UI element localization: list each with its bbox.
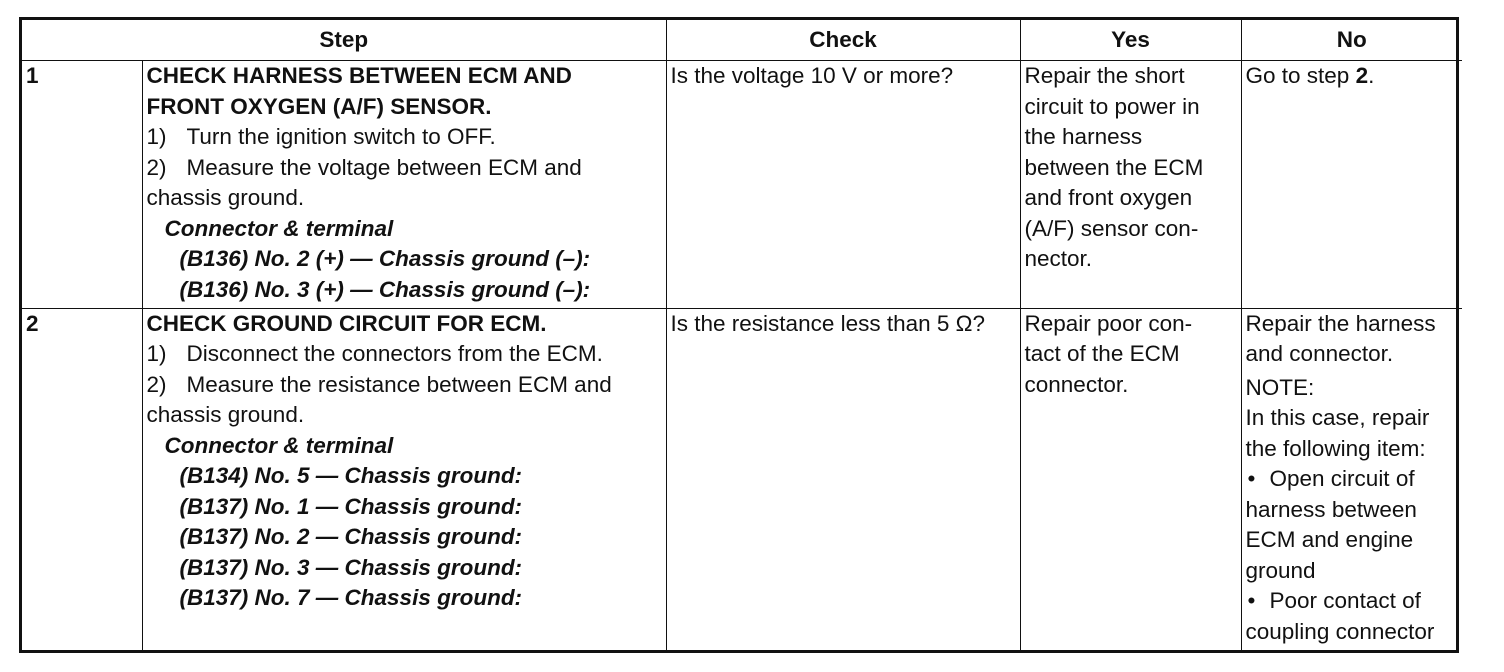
yes-line: between the ECM — [1024, 154, 1204, 180]
sub-step-number: 1) — [146, 124, 167, 150]
yes-line: Repair poor con- — [1024, 310, 1193, 336]
bullet-item — [1246, 586, 1459, 617]
no-step-ref: 2 — [1355, 63, 1369, 89]
sub-step-text: chassis ground. — [146, 185, 305, 211]
connector-item: (B137) No. 2 — Chassis ground: — [179, 524, 523, 549]
table-header-row — [22, 20, 1462, 61]
bullet-icon: • — [1247, 588, 1256, 613]
connector-heading: Connector & terminal — [164, 215, 394, 241]
sub-step — [147, 370, 662, 401]
check-cell: Is the voltage 10 V or more? — [666, 61, 1020, 308]
connector-item: (B137) No. 3 — Chassis ground: — [179, 554, 523, 580]
yes-line: circuit to power in — [1024, 93, 1200, 119]
yes-line: (A/F) sensor con- — [1024, 215, 1199, 241]
yes-line: connector. — [1024, 371, 1129, 397]
step-title-line: CHECK HARNESS BETWEEN ECM AND — [146, 63, 572, 89]
bullet-text: Open circuit of — [1269, 466, 1415, 491]
sub-step — [147, 339, 662, 370]
no-text: Go to step — [1245, 63, 1356, 89]
yes-line: and front oxygen — [1024, 185, 1193, 211]
header-no: No — [1241, 20, 1462, 61]
check-cell: Is the resistance less than 5 Ω? — [666, 308, 1020, 650]
bullet-text: harness between — [1245, 496, 1417, 522]
header-step: Step — [22, 20, 666, 61]
note-line: In this case, repair — [1245, 405, 1430, 430]
yes-line: Repair the short — [1024, 63, 1185, 89]
no-line: Repair the harness — [1245, 310, 1436, 336]
connector-item: (B134) No. 5 — Chassis ground: — [179, 463, 523, 488]
sub-step — [147, 153, 662, 184]
step-description — [142, 61, 666, 308]
step-title-line: FRONT OXYGEN (A/F) SENSOR. — [146, 93, 492, 119]
sub-step-text: chassis ground. — [146, 402, 305, 427]
sub-step-text: Disconnect the connectors from the ECM. — [186, 341, 603, 366]
diagnostic-table — [22, 20, 1462, 650]
bullet-icon: • — [1247, 466, 1256, 491]
note-line: the following item: — [1245, 435, 1426, 461]
sub-step-number: 1) — [146, 341, 167, 366]
no-line: and connector. — [1245, 341, 1394, 366]
bullet-text: Poor contact of — [1269, 588, 1421, 613]
connector-heading: Connector & terminal — [164, 432, 394, 458]
no-text-suffix: . — [1368, 63, 1375, 89]
bullet-text: coupling connector — [1245, 618, 1435, 644]
step-description — [142, 308, 666, 650]
step-number: 2 — [22, 308, 142, 650]
note-label: NOTE: — [1245, 374, 1315, 400]
table-row — [22, 61, 1462, 308]
no-cell — [1241, 61, 1462, 308]
diagnostic-table-frame — [19, 17, 1459, 653]
bullet-item — [1246, 464, 1459, 495]
bullet-text: ECM and engine — [1245, 527, 1414, 552]
connector-item: (B136) No. 3 (+) — Chassis ground (–): — [179, 276, 591, 302]
table-row — [22, 308, 1462, 650]
sub-step-number: 2) — [146, 371, 167, 397]
sub-step-text: Turn the ignition switch to OFF. — [186, 124, 496, 150]
connector-item: (B137) No. 1 — Chassis ground: — [179, 493, 523, 519]
sub-step — [147, 122, 662, 153]
connector-item: (B137) No. 7 — Chassis ground: — [179, 585, 523, 610]
bullet-text: ground — [1245, 557, 1316, 583]
yes-line: the harness — [1024, 124, 1143, 150]
sub-step-text: Measure the resistance between ECM and — [186, 371, 612, 397]
yes-line: tact of the ECM — [1024, 341, 1180, 366]
sub-step-text: Measure the voltage between ECM and — [186, 154, 582, 180]
step-title-line: CHECK GROUND CIRCUIT FOR ECM. — [146, 310, 547, 336]
yes-line: nector. — [1024, 246, 1093, 272]
sub-step-number: 2) — [146, 154, 167, 180]
step-number: 1 — [22, 61, 142, 308]
header-yes: Yes — [1020, 20, 1241, 61]
connector-item: (B136) No. 2 (+) — Chassis ground (–): — [179, 246, 591, 272]
header-check: Check — [666, 20, 1020, 61]
yes-cell — [1020, 61, 1241, 308]
yes-cell — [1020, 308, 1241, 650]
no-cell — [1241, 308, 1462, 650]
